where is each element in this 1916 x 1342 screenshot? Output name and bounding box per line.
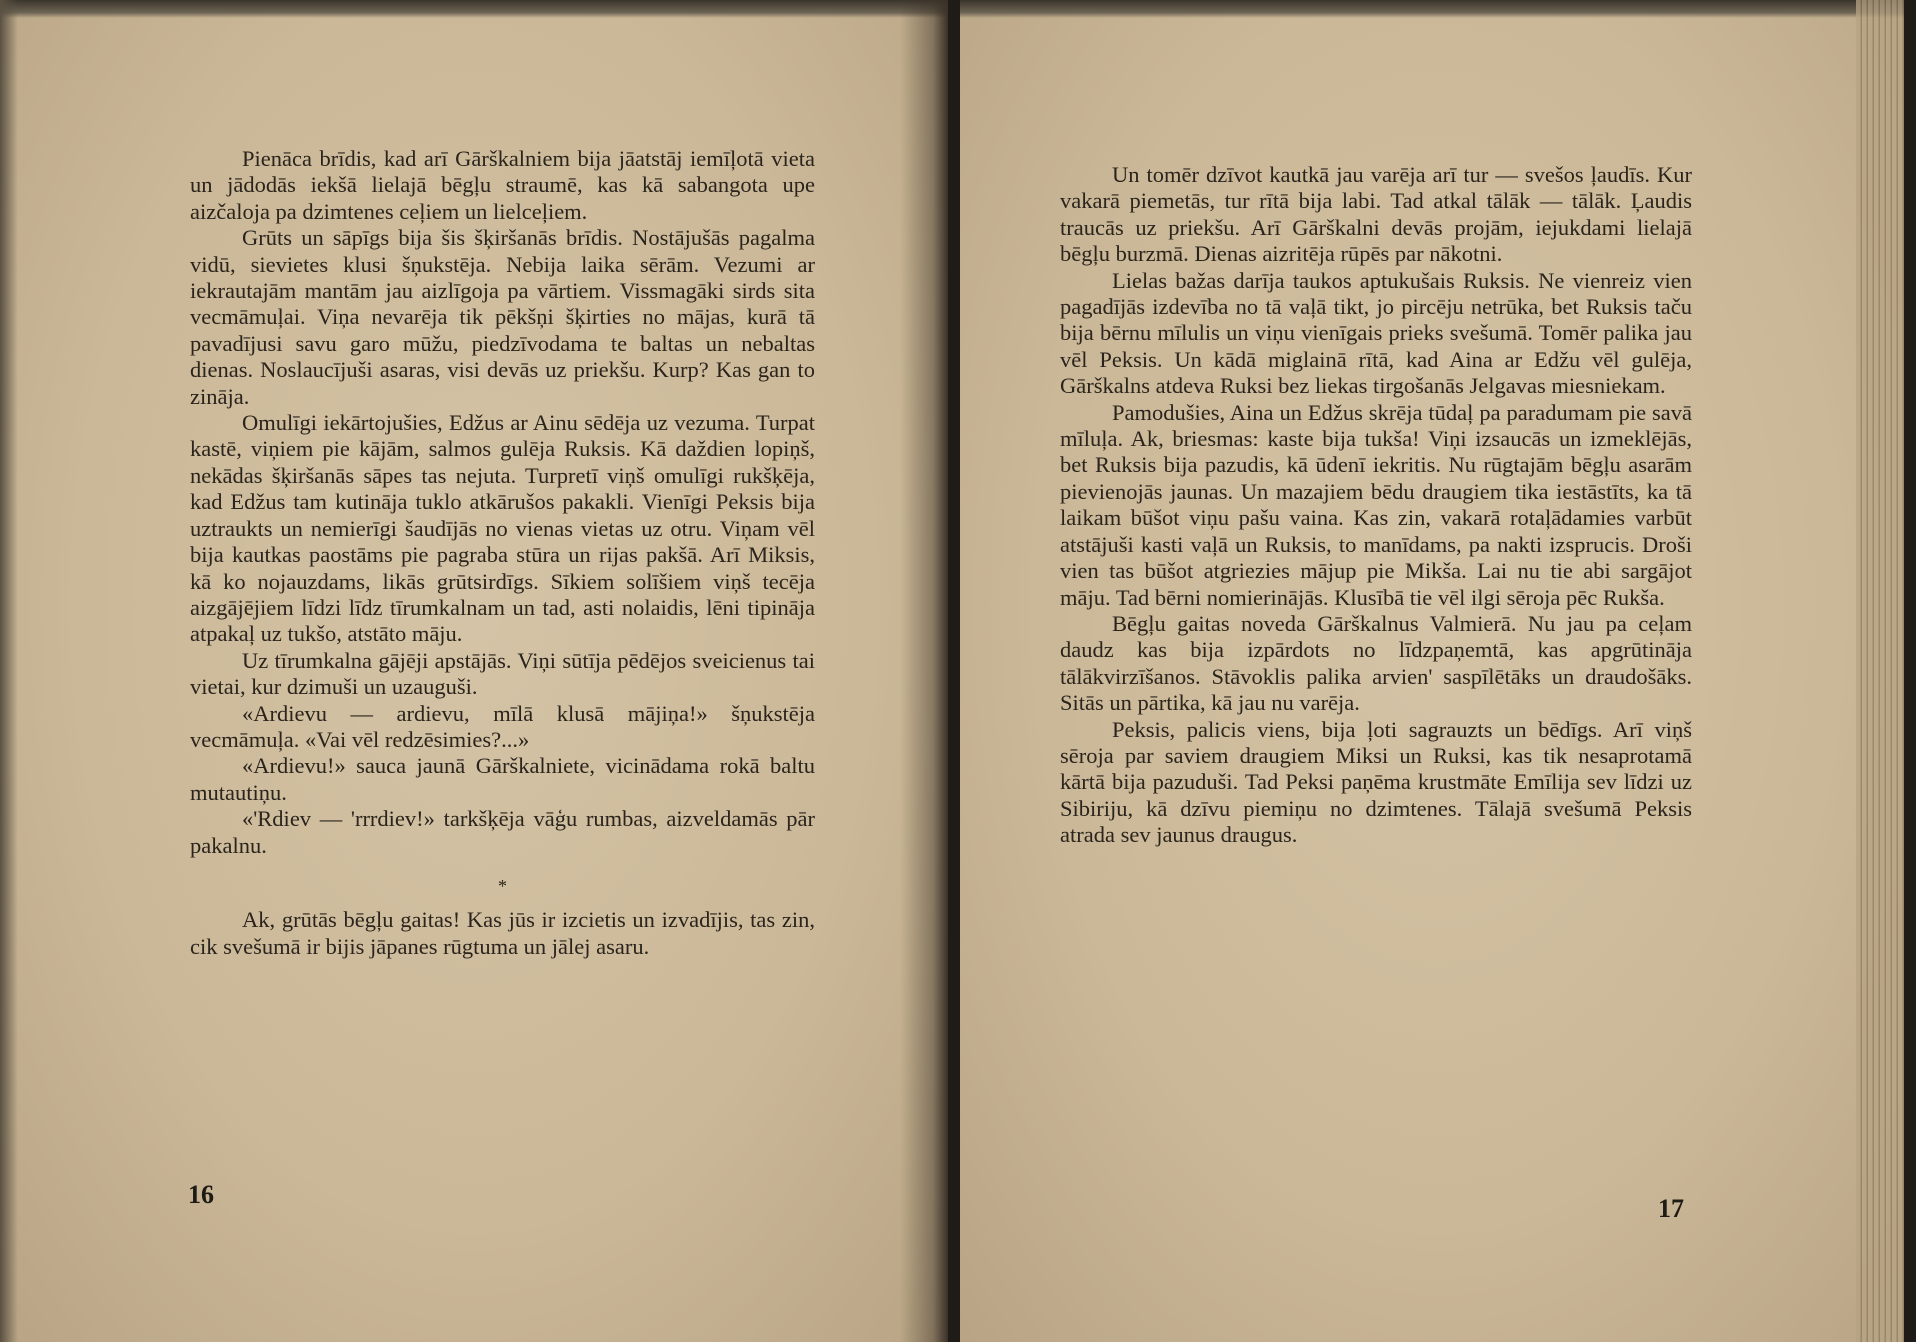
left-page — [0, 0, 948, 1342]
paragraph: «Ardievu!» sauca jaunā Gārškalniete, vicinādama rokā baltu mutautiņu. — [190, 753, 815, 805]
paragraph: «'Rdiev — 'rrrdiev!» tarkšķēja vāģu rumbas, aizveldamās pār pakalnu. — [190, 806, 815, 858]
right-page-text — [1060, 162, 1692, 849]
page-outer-edge — [0, 0, 18, 1342]
paragraph: Omulīgi iekārtojušies, Edžus ar Ainu sēdēja uz vezuma. Turpat kastē, viņiem pie kājām, salmos gulēja Ruksis. Kā daždien lopiņš, nekādas šķiršanās sāpes tas nejuta. Turpretī viņš omulīgi rukšķēja, kad Edžus tam kutināja tuklo atkārušos pakakli. Vienīgi Peksis bija uztraukts un nemierīgi šaudījās no vienas vietas uz otru. Viņam vēl bija kautkas paostāms pie pagraba stūra un rijas pakšā. Arī Miksis, kā ko nojauzdams, likās grūtsirdīgs. Sīkiem solīšiem viņš tecēja aizgājējiem līdzi līdz tīrumkalnam un tad, asti nolaidis, lēni tipināja atpakaļ uz tukšo, atstāto māju. — [190, 410, 815, 647]
page-number: 17 — [1658, 1194, 1684, 1223]
paragraph: Uz tīrumkalna gājēji apstājās. Viņi sūtīja pēdējos sveicienus tai vietai, kur dzimuši un uzauguši. — [190, 647, 815, 700]
paragraph: Peksis, palicis viens, bija ļoti sagrauzts un bēdīgs. Arī viņš sēroja par saviem draugiem Miksi un Ruksi, kas tik nesaprotamā kārtā bija pazuduši. Tad Peksi paņēma krustmāte Emīlija sev līdzi uz Sibiriju, kā dzīvu piemiņu no dzimtenes. Tālajā svešumā Peksis atrada sev jaunus draugus. — [1060, 716, 1692, 848]
left-gutter-shadow — [900, 0, 948, 1342]
paragraph: Bēgļu gaitas noveda Gārškalnus Valmierā. Nu jau pa ceļam daudz kas bija izpārdots no līdzpaņemtā, kas apgrūtināja tālākvirzīšanos. Stāvoklis palika arvien' saspīlētāks un draudošāks. Sitās un pārtika, kā jau nu varēja. — [1060, 610, 1692, 716]
paragraph: Un tomēr dzīvot kautkā jau varēja arī tur — svešos ļaudīs. Kur vakarā piemetās, tur rītā bija labi. Tad atkal tālāk — tālāk. Ļaudis traucās uz priekšu. Arī Gārškalni devās projām, iejukdami lielajā bēgļu burzmā. Dienas aizritēja rūpēs par nākotni. — [1060, 162, 1692, 267]
paragraph: «Ardievu — ardievu, mīlā klusā mājiņa!» šņukstēja vecmāmuļa. «Vai vēl redzēsimies?...» — [190, 700, 815, 752]
page-top-edge — [0, 0, 948, 18]
paragraph: Ak, grūtās bēgļu gaitas! Kas jūs ir izcietis un izvadījis, tas zin, cik svešumā ir bijis jāpanes rūgtuma un jālej asaru. — [190, 907, 815, 959]
paragraph: Grūts un sāpīgs bija šis šķiršanās brīdis. Nostājušās pagalma vidū, sievietes klusi šņukstēja. Nebija laika sērām. Vezumi ar iekrautajām mantām jau aizlīgoja pa vārtiem. Vissmagāki sirds sita vecmāmuļai. Viņa nevarēja tik pēkšņi šķirties no mājas, kurā tā pavadījusi savu garo mūžu, piedzīvodama te baltas un nebaltas dienas. Noslaucījuši asaras, visi devās uz priekšu. Kurp? Kas gan to zināja. — [190, 225, 815, 409]
page-outer-edge — [1904, 0, 1916, 1342]
page-top-edge — [960, 0, 1916, 18]
section-separator: * — [498, 875, 507, 896]
page-number: 16 — [188, 1180, 214, 1209]
paragraph: Lielas bažas darīja taukos aptukušais Ruksis. Ne vienreiz vien pagadījās izdevība no tā vaļā tikt, jo pircēju netrūka, bet Ruksis taču bija bērnu mīlulis un viņu vienīgais prieks svešumā. Tomēr palika jau vēl Peksis. Un kādā miglainā rītā, kad Aina ar Edžu vēl gulēja, Gārškalns atdeva Ruksi bez liekas tirgošanās Jelgavas miesniekam. — [1060, 267, 1692, 399]
paragraph: Pienāca brīdis, kad arī Gārškalniem bija jāatstāj iemīļotā vieta un jādodās iekšā lielajā bēgļu straumē, kas kā sabangota upe aizčaloja pa dzimtenes ceļiem un lielceļiem. — [190, 146, 815, 224]
left-page-text — [190, 146, 815, 960]
right-page — [960, 0, 1916, 1342]
paragraph: Pamodušies, Aina un Edžus skrēja tūdaļ pa paradumam pie savā mīluļa. Ak, briesmas: kaste bija tukša! Viņi izsaucās un izmeklējās, bet Ruksis bija pazudis, kā ūdenī iekritis. Nu rūgtajām bēgļu asarām pievienojās jaunas. Un mazajiem bēdu draugiem tika iestāstīts, ka tā laikam būšot viņu pašu vaina. Kas zin, vakarā rotaļādamies varbūt atstājuši kasti vaļā un Ruksis, to manīdams, pa nakti izsprucis. Droši vien tas būšot atgriezies mājup pie Mikša. Lai nu tie abi sargājot māju. Tad bērni nomierinājās. Klusībā tie vēl ilgi sēroja pēc Rukša. — [1060, 399, 1692, 610]
